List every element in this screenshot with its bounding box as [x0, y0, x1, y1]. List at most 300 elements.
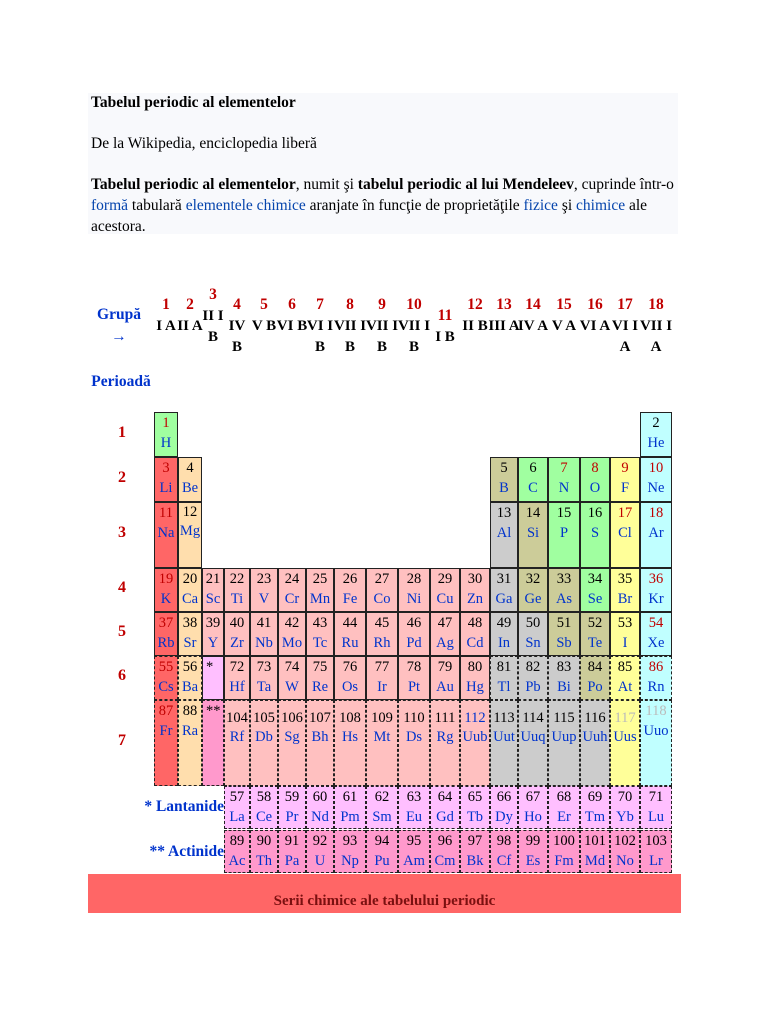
element-cell[interactable] — [366, 786, 398, 829]
atomic-number: 90 — [256, 833, 272, 849]
element-symbol: Uup — [551, 729, 577, 745]
element-cell[interactable] — [580, 612, 610, 656]
element-symbol: Sn — [525, 635, 541, 651]
period-number: 1 — [118, 423, 126, 441]
atomic-number: 44 — [342, 615, 358, 631]
element-cell[interactable] — [178, 656, 202, 700]
group-number: 17 — [617, 296, 633, 313]
element-cell[interactable] — [398, 612, 430, 656]
element-cell[interactable] — [610, 612, 640, 656]
atomic-number: 84 — [587, 659, 603, 675]
group-roman: VI A — [579, 318, 611, 334]
period-number: 2 — [118, 468, 126, 486]
element-symbol: Pu — [374, 853, 390, 869]
element-cell[interactable] — [250, 656, 278, 700]
element-symbol: Rg — [436, 729, 454, 745]
element-cell[interactable] — [334, 830, 366, 873]
atomic-number: 15 — [556, 505, 572, 521]
element-cell[interactable] — [518, 830, 548, 873]
element-cell[interactable] — [640, 830, 672, 873]
atomic-number: 22 — [229, 571, 245, 587]
element-cell[interactable] — [178, 612, 202, 656]
element-cell[interactable] — [430, 700, 460, 786]
element-cell[interactable] — [548, 700, 580, 786]
element-symbol: Hg — [466, 679, 484, 695]
element-symbol: Bh — [311, 729, 329, 745]
element-symbol: Np — [341, 853, 359, 869]
atomic-number: 62 — [374, 789, 390, 805]
element-symbol: Ta — [256, 679, 272, 695]
atomic-number: 117 — [614, 710, 636, 726]
group-number: 1 — [162, 296, 170, 313]
group-number: 3 — [209, 286, 217, 303]
actinides-label: ** Actinide — [149, 843, 224, 860]
atomic-number: 72 — [229, 659, 245, 675]
atomic-number: 59 — [284, 789, 300, 805]
element-cell[interactable] — [202, 700, 224, 786]
element-cell[interactable] — [398, 830, 430, 873]
atomic-number: 81 — [496, 659, 512, 675]
element-cell[interactable] — [580, 830, 610, 873]
element-symbol: Mn — [309, 591, 331, 607]
atomic-number: 46 — [406, 615, 422, 631]
element-cell[interactable] — [306, 786, 334, 829]
atomic-number: 66 — [496, 789, 512, 805]
group-roman: II I B — [202, 308, 224, 345]
element-symbol: Ag — [436, 635, 454, 651]
element-cell[interactable] — [580, 700, 610, 786]
element-cell[interactable] — [154, 502, 178, 568]
element-cell[interactable] — [306, 568, 334, 612]
element-symbol: No — [616, 853, 634, 869]
element-symbol: N — [558, 480, 570, 496]
group-roman: I A — [156, 318, 176, 334]
element-cell[interactable] — [548, 656, 580, 700]
element-cell[interactable] — [430, 612, 460, 656]
element-cell[interactable] — [278, 612, 306, 656]
element-cell[interactable] — [610, 502, 640, 568]
atomic-number: 65 — [467, 789, 483, 805]
element-cell[interactable] — [460, 656, 490, 700]
element-cell[interactable] — [154, 700, 178, 786]
element-cell[interactable] — [224, 612, 250, 656]
element-cell[interactable] — [224, 568, 250, 612]
atomic-number: 89 — [229, 833, 245, 849]
element-symbol: Na — [157, 525, 175, 541]
element-cell[interactable] — [640, 786, 672, 829]
element-symbol: Uuo — [643, 723, 669, 739]
period-number: 4 — [118, 579, 126, 596]
period-number: 5 — [118, 623, 126, 640]
element-cell[interactable] — [366, 656, 398, 700]
element-symbol: Ac — [228, 853, 246, 869]
atomic-number: 88 — [182, 703, 198, 719]
element-symbol: Cr — [284, 591, 300, 607]
atomic-number: * — [206, 659, 214, 675]
element-cell[interactable] — [178, 568, 202, 612]
element-symbol: Lr — [649, 853, 663, 869]
element-cell[interactable] — [306, 830, 334, 873]
element-cell[interactable] — [278, 700, 306, 786]
element-symbol: Uut — [493, 729, 515, 745]
atomic-number: 36 — [648, 571, 664, 587]
element-cell[interactable] — [430, 656, 460, 700]
link-elemente-chimice[interactable]: elementele chimice — [185, 197, 306, 214]
element-symbol: Fe — [342, 591, 358, 607]
element-cell[interactable] — [548, 786, 580, 829]
element-cell[interactable] — [430, 786, 460, 829]
element-symbol: Cf — [496, 853, 512, 869]
element-symbol: P — [559, 525, 569, 541]
atomic-number: 9 — [621, 460, 629, 476]
link-forma[interactable]: formă — [91, 197, 129, 214]
element-cell[interactable] — [334, 786, 366, 829]
element-cell[interactable] — [518, 786, 548, 829]
atomic-number: 67 — [525, 789, 541, 805]
element-cell[interactable] — [278, 656, 306, 700]
element-cell[interactable] — [518, 502, 548, 568]
element-symbol: Xe — [647, 635, 665, 651]
group-roman: VII I B — [397, 318, 431, 355]
element-cell[interactable] — [154, 612, 178, 656]
element-symbol: Uub — [462, 729, 488, 745]
atomic-number: 115 — [553, 710, 575, 726]
atomic-number: 19 — [158, 571, 174, 587]
element-cell[interactable] — [518, 568, 548, 612]
element-cell[interactable] — [548, 568, 580, 612]
element-symbol: Bk — [466, 853, 484, 869]
element-symbol: Gd — [436, 809, 454, 825]
element-symbol: Uuq — [520, 729, 546, 745]
element-symbol: La — [229, 809, 245, 825]
atomic-number: 77 — [374, 659, 390, 675]
atomic-number: 70 — [617, 789, 633, 805]
atomic-number: 64 — [437, 789, 453, 805]
element-cell[interactable] — [548, 457, 580, 502]
element-cell[interactable] — [490, 830, 518, 873]
element-symbol: He — [647, 435, 665, 451]
atomic-number: 27 — [374, 571, 390, 587]
element-cell[interactable] — [306, 656, 334, 700]
element-symbol: Uuh — [582, 729, 608, 745]
group-roman: V B — [251, 318, 277, 334]
element-cell[interactable] — [580, 656, 610, 700]
element-cell[interactable] — [250, 612, 278, 656]
element-cell[interactable] — [460, 830, 490, 873]
atomic-number: 61 — [342, 789, 358, 805]
element-cell[interactable] — [154, 412, 178, 457]
element-symbol: Be — [181, 480, 199, 496]
group-roman: V A — [551, 318, 577, 334]
element-cell[interactable] — [224, 656, 250, 700]
element-symbol: Tm — [584, 809, 606, 825]
atomic-number: 3 — [162, 460, 170, 476]
element-cell[interactable] — [610, 656, 640, 700]
element-symbol: Ti — [230, 591, 244, 607]
element-cell[interactable] — [224, 786, 250, 829]
atomic-number: 13 — [496, 505, 512, 521]
element-symbol: Ge — [524, 591, 542, 607]
atomic-number: 74 — [284, 659, 300, 675]
group-number: 18 — [648, 296, 664, 313]
group-roman: VII I B — [365, 318, 399, 355]
atomic-number: ** — [206, 703, 221, 719]
element-symbol: W — [285, 679, 299, 695]
element-symbol: Hf — [229, 679, 245, 695]
element-cell[interactable] — [610, 830, 640, 873]
element-symbol: V — [258, 591, 270, 607]
group-number: 7 — [316, 296, 324, 313]
atomic-number: 10 — [648, 460, 664, 476]
element-cell[interactable] — [490, 656, 518, 700]
element-symbol: Am — [403, 853, 425, 869]
element-cell[interactable] — [640, 457, 672, 502]
atomic-number: 91 — [284, 833, 300, 849]
intro-paragraph — [91, 174, 676, 237]
page-subtitle: De la Wikipedia, enciclopedia liberă — [91, 135, 317, 152]
element-cell[interactable] — [640, 700, 672, 786]
element-cell[interactable] — [490, 612, 518, 656]
element-cell[interactable] — [610, 700, 640, 786]
atomic-number: 47 — [437, 615, 453, 631]
element-cell[interactable] — [460, 786, 490, 829]
element-symbol: Fr — [159, 723, 173, 739]
element-symbol: Db — [255, 729, 273, 745]
atomic-number: 111 — [434, 710, 456, 726]
atomic-number: 17 — [617, 505, 633, 521]
atomic-number: 21 — [205, 571, 221, 587]
atomic-number: 2 — [652, 415, 660, 431]
atomic-number: 107 — [309, 710, 331, 726]
text: , cuprinde într-o — [573, 176, 674, 193]
element-cell[interactable] — [640, 656, 672, 700]
element-cell[interactable] — [306, 700, 334, 786]
atomic-number: 113 — [493, 710, 515, 726]
atomic-number: 79 — [437, 659, 453, 675]
element-symbol: Lu — [647, 809, 665, 825]
element-cell[interactable] — [250, 830, 278, 873]
element-cell[interactable] — [548, 830, 580, 873]
element-symbol: Ds — [405, 729, 423, 745]
element-cell[interactable] — [250, 786, 278, 829]
element-cell[interactable] — [580, 502, 610, 568]
atomic-number: 112 — [464, 710, 486, 726]
element-cell[interactable] — [154, 568, 178, 612]
atomic-number: 52 — [587, 615, 603, 631]
atomic-number: 85 — [617, 659, 633, 675]
atomic-number: 104 — [226, 710, 248, 726]
atomic-number: 6 — [529, 460, 537, 476]
element-symbol: As — [555, 591, 573, 607]
element-symbol: Md — [584, 853, 606, 869]
element-cell[interactable] — [548, 502, 580, 568]
series-legend-title[interactable]: Serii chimice ale tabelului periodic — [273, 893, 496, 909]
element-symbol: Th — [255, 853, 273, 869]
element-cell[interactable] — [490, 568, 518, 612]
element-symbol: Pr — [285, 809, 299, 825]
element-cell[interactable] — [640, 612, 672, 656]
group-number: 16 — [587, 296, 603, 313]
atomic-number: 75 — [312, 659, 328, 675]
element-symbol: Sc — [205, 591, 221, 607]
element-symbol: Pa — [284, 853, 300, 869]
element-cell[interactable] — [580, 457, 610, 502]
group-roman: IV B — [228, 318, 246, 355]
group-number: 13 — [496, 296, 512, 313]
element-cell[interactable] — [640, 502, 672, 568]
element-cell[interactable] — [398, 700, 430, 786]
link-fizice[interactable]: fizice — [523, 197, 558, 214]
element-cell[interactable] — [460, 700, 490, 786]
element-cell[interactable] — [518, 656, 548, 700]
element-cell[interactable] — [202, 612, 224, 656]
atomic-number: 60 — [312, 789, 328, 805]
element-symbol: Au — [436, 679, 454, 695]
element-symbol: Ir — [377, 679, 387, 695]
element-cell[interactable] — [430, 568, 460, 612]
atomic-number: 7 — [560, 460, 568, 476]
element-symbol: Yb — [616, 809, 634, 825]
group-number: 14 — [525, 296, 541, 313]
atomic-number: 63 — [406, 789, 422, 805]
element-symbol: Os — [341, 679, 359, 695]
element-symbol: Fm — [554, 853, 574, 869]
element-symbol: C — [528, 480, 538, 496]
link-chimice[interactable]: chimice — [576, 197, 626, 214]
element-cell[interactable] — [178, 502, 202, 568]
atomic-number: 45 — [374, 615, 390, 631]
atomic-number: 71 — [648, 789, 664, 805]
element-cell[interactable] — [154, 457, 178, 502]
atomic-number: 1 — [162, 415, 170, 431]
element-cell[interactable] — [398, 656, 430, 700]
atomic-number: 83 — [556, 659, 572, 675]
element-cell[interactable] — [250, 700, 278, 786]
element-cell[interactable] — [224, 700, 250, 786]
element-cell[interactable] — [334, 612, 366, 656]
atomic-number: 92 — [312, 833, 328, 849]
element-cell[interactable] — [366, 830, 398, 873]
element-cell[interactable] — [490, 700, 518, 786]
element-cell[interactable] — [580, 568, 610, 612]
group-number: 10 — [406, 296, 422, 313]
element-cell[interactable] — [398, 786, 430, 829]
element-cell[interactable] — [490, 502, 518, 568]
atomic-number: 37 — [158, 615, 174, 631]
element-cell[interactable] — [490, 786, 518, 829]
group-arrow: → — [111, 328, 127, 345]
atomic-number: 32 — [525, 571, 541, 587]
element-symbol: Eu — [405, 809, 423, 825]
element-symbol: Po — [587, 679, 603, 695]
period-number: 7 — [118, 732, 126, 749]
element-cell[interactable] — [178, 700, 202, 786]
element-cell[interactable] — [518, 612, 548, 656]
element-symbol: O — [589, 480, 601, 496]
element-symbol: In — [497, 635, 511, 651]
element-cell[interactable] — [250, 568, 278, 612]
atomic-number: 35 — [617, 571, 633, 587]
bold-term: Tabelul periodic al elementelor — [91, 176, 296, 193]
element-cell[interactable] — [278, 830, 306, 873]
element-cell[interactable] — [366, 568, 398, 612]
page-title: Tabelul periodic al elementelor — [91, 94, 296, 111]
atomic-number: 100 — [553, 833, 575, 849]
element-cell[interactable] — [334, 568, 366, 612]
atomic-number: 50 — [525, 615, 541, 631]
element-cell[interactable] — [366, 612, 398, 656]
group-roman: I B — [435, 329, 455, 345]
element-cell[interactable] — [202, 656, 224, 700]
atomic-number: 34 — [587, 571, 603, 587]
element-cell[interactable] — [398, 568, 430, 612]
element-cell[interactable] — [580, 786, 610, 829]
element-cell[interactable] — [334, 656, 366, 700]
atomic-number: 69 — [587, 789, 603, 805]
element-cell[interactable] — [518, 457, 548, 502]
element-symbol: Y — [207, 635, 219, 651]
element-cell[interactable] — [224, 830, 250, 873]
element-cell[interactable] — [154, 656, 178, 700]
element-cell[interactable] — [178, 457, 202, 502]
element-cell[interactable] — [334, 700, 366, 786]
element-symbol: I — [622, 635, 628, 651]
element-symbol: At — [617, 679, 633, 695]
element-cell[interactable] — [640, 568, 672, 612]
atomic-number: 95 — [406, 833, 422, 849]
element-cell[interactable] — [430, 830, 460, 873]
element-cell[interactable] — [278, 568, 306, 612]
element-symbol: Mg — [179, 523, 201, 539]
atomic-number: 5 — [500, 460, 508, 476]
group-number: 6 — [288, 296, 296, 313]
element-symbol: Kr — [648, 591, 664, 607]
element-symbol: Se — [587, 591, 603, 607]
element-cell[interactable] — [460, 612, 490, 656]
atomic-number: 109 — [371, 710, 393, 726]
element-cell[interactable] — [490, 457, 518, 502]
atomic-number: 108 — [339, 710, 361, 726]
element-symbol: Li — [159, 480, 173, 496]
element-cell[interactable] — [202, 568, 224, 612]
element-cell[interactable] — [518, 700, 548, 786]
element-cell[interactable] — [610, 786, 640, 829]
element-cell[interactable] — [366, 700, 398, 786]
element-cell[interactable] — [610, 457, 640, 502]
atomic-number: 24 — [284, 571, 300, 587]
element-cell[interactable] — [548, 612, 580, 656]
element-cell[interactable] — [640, 412, 672, 457]
element-symbol: Mt — [373, 729, 391, 745]
atomic-number: 101 — [584, 833, 606, 849]
element-symbol: Nd — [311, 809, 329, 825]
element-cell[interactable] — [278, 786, 306, 829]
element-cell[interactable] — [306, 612, 334, 656]
element-cell[interactable] — [610, 568, 640, 612]
group-roman: VI I B — [306, 318, 334, 355]
lanthanides-label: * Lantanide — [144, 798, 224, 815]
period-number: 6 — [118, 667, 126, 684]
atomic-number: 73 — [256, 659, 272, 675]
period-number: 3 — [118, 524, 126, 541]
atomic-number: 39 — [205, 615, 221, 631]
atomic-number: 57 — [229, 789, 245, 805]
element-symbol: Re — [311, 679, 329, 695]
atomic-number: 28 — [406, 571, 422, 587]
atomic-number: 51 — [556, 615, 572, 631]
element-cell[interactable] — [460, 568, 490, 612]
atomic-number: 8 — [591, 460, 599, 476]
